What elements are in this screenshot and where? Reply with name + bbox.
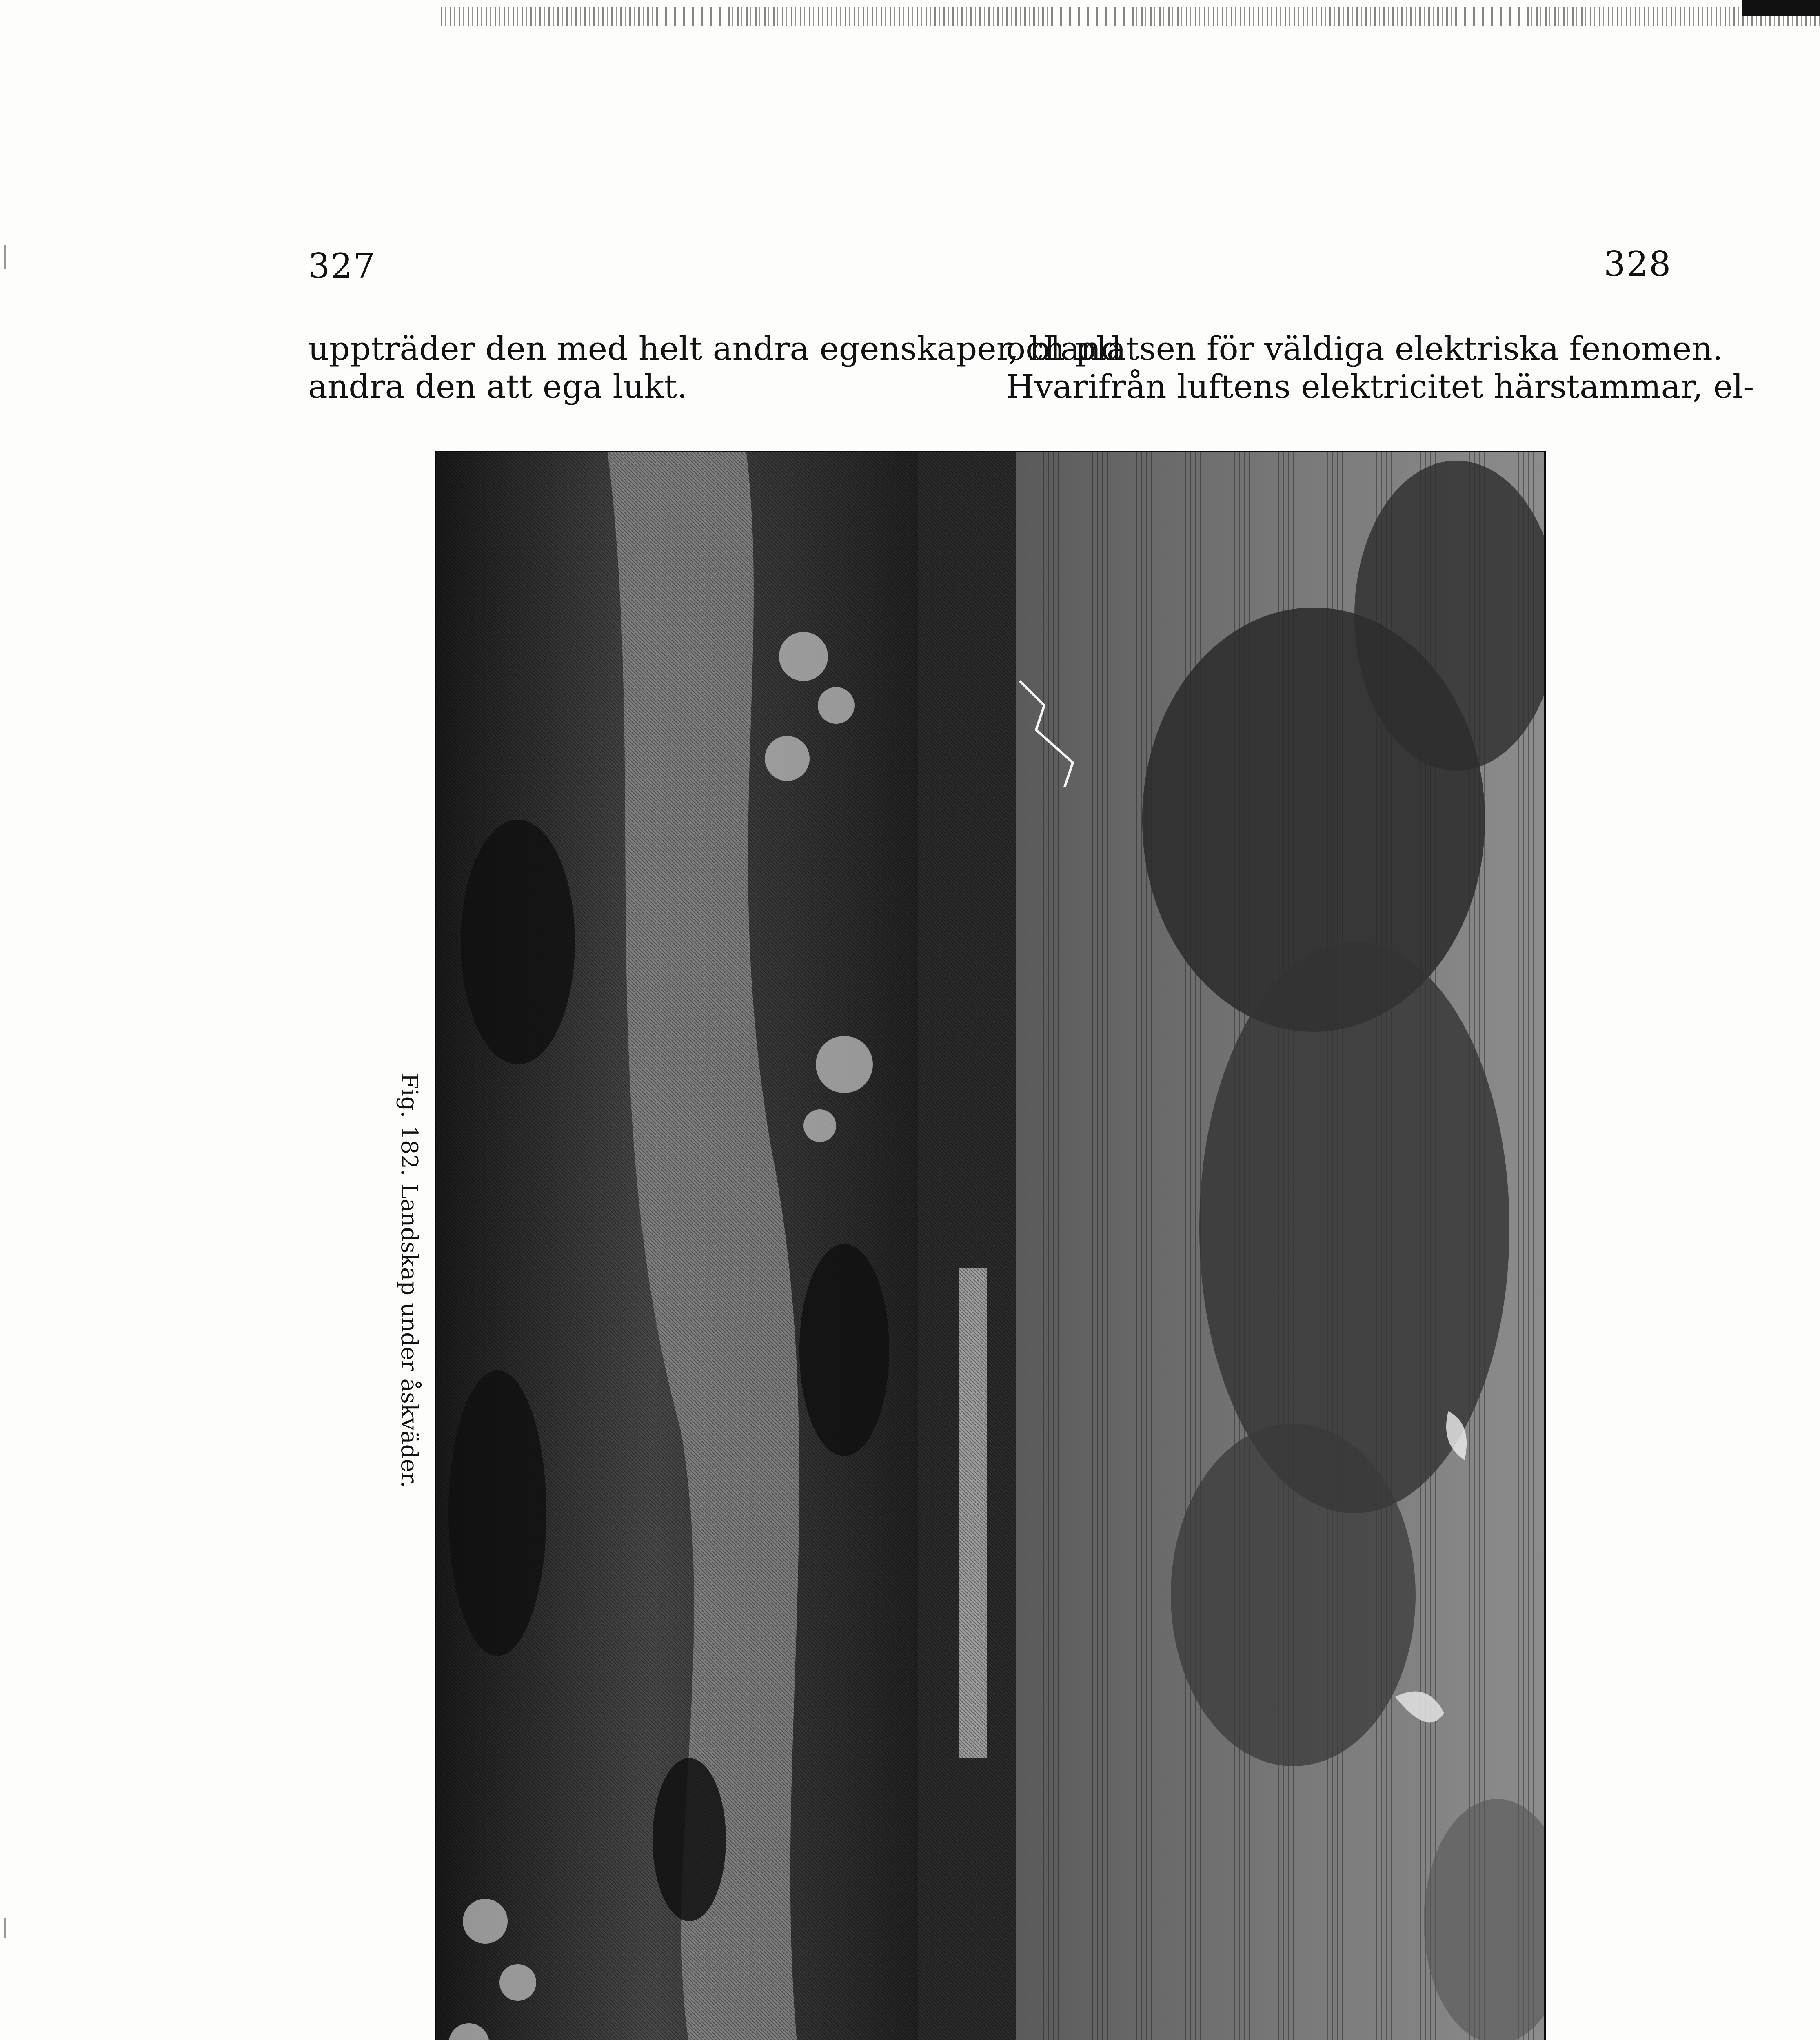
engraving-illustration bbox=[435, 451, 1546, 2040]
left-column-top-text bbox=[308, 330, 1122, 406]
scan-margin-mark bbox=[4, 245, 6, 269]
text-line: andra den att ega lukt. bbox=[308, 368, 688, 406]
page-number-left: 327 bbox=[308, 246, 376, 286]
scan-edge-dark-corner bbox=[1742, 0, 1820, 16]
page-number-right: 328 bbox=[1604, 244, 1672, 284]
text-line: uppträder den med helt andra egenskaper, bland bbox=[308, 330, 1122, 368]
landscape-storm-engraving bbox=[436, 452, 1544, 2040]
scan-margin-mark bbox=[4, 1918, 6, 1938]
text-line: och platsen för väldiga elektriska fenomen. bbox=[1006, 330, 1723, 368]
figure-caption: Fig. 182. Landskap under åskväder. bbox=[396, 1073, 422, 1488]
scan-edge-artifact bbox=[441, 7, 1820, 26]
right-column-top-text bbox=[1006, 330, 1754, 406]
text-line: Hvarifrån luftens elektricitet härstammar, el- bbox=[1006, 368, 1754, 406]
